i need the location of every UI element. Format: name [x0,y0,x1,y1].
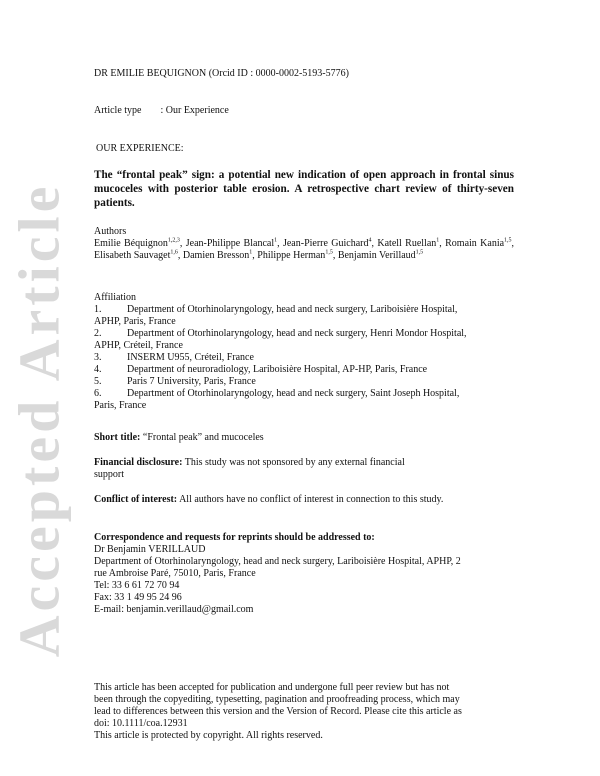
correspondence-address-line: Department of Otorhinolaryngology, head and neck surgery, Lariboisière Hospital, APHP, 2 [94,556,461,567]
affiliation-number: 5. [94,376,102,387]
author [445,238,511,249]
watermark-text: Accepted Article [6,182,72,658]
financial-disclosure-text: This study was not sponsored by any external financial [184,457,405,468]
correspondence-address-line: rue Ambroise Paré, 75010, Paris, France [94,568,256,579]
affiliation-item [94,352,514,364]
affiliation-text: Department of neuroradiology, Lariboisière Hospital, AP-HP, Paris, France [127,364,428,375]
author-name: Jean-Philippe Blancal [185,238,275,249]
author-affiliation-sup: 1,5 [325,249,333,256]
correspondence-heading: Correspondence and requests for reprints should be addressed to: [94,532,375,543]
notice-line: been through the copyediting, typesetting, pagination and proofreading process, which may [94,694,460,705]
author-affiliation-sup: 1 [436,237,440,244]
correspondence-email: E-mail: benjamin.verillaud@gmail.com [94,604,254,615]
short-title-value: “Frontal peak” and mucoceles [142,432,264,443]
correspondence-fax: Fax: 33 1 49 95 24 96 [94,592,182,603]
conflict-text: All authors have no conflict of interest in connection to this study. [179,494,444,505]
corresponding-author-line: DR EMILIE BEQUIGNON (Orcid ID : 0000-0002-5193-5776) [94,68,349,79]
affiliation-item [94,376,514,388]
article-type-label: Article type [94,105,142,116]
author [377,238,439,249]
author [186,238,277,249]
affiliation-item [94,388,514,412]
correspondence-tel: Tel: 33 6 61 72 70 94 [94,580,180,591]
affiliation-text: Paris 7 University, Paris, France [127,376,256,387]
correspondence-block [94,532,514,616]
author-name: Damien Bresson [182,250,250,261]
affiliation-list [94,304,514,412]
author-affiliation-sup: 4 [368,237,372,244]
author-name: Katell Ruellan [377,238,437,249]
affiliation-text: Department of Otorhinolaryngology, head and neck surgery, Saint Joseph Hospital, [127,388,460,399]
author [94,250,178,261]
financial-disclosure-text-cont: support [94,469,124,480]
financial-disclosure [94,457,514,481]
affiliation-item [94,364,514,376]
correspondence-name: Dr Benjamin VERILLAUD [94,544,206,555]
affiliation-heading: Affiliation [94,292,137,303]
affiliation-text: Department of Otorhinolaryngology, head and neck surgery, Henri Mondor Hospital, [127,328,467,339]
affiliation-number: 1. [94,304,102,315]
affiliation-number: 3. [94,352,102,363]
author-name: Philippe Herman [257,250,326,261]
notice-doi: doi: 10.1111/coa.12931 [94,718,188,729]
author-name: Emilie Béquignon [94,238,168,249]
author [257,250,333,261]
notice-line: This article has been accepted for publication and undergone full peer review but has not [94,682,450,693]
authors-list: Emilie Béquignon$^{1,2,3}$, Jean-Philippe Blancal$^1$, Jean-Pierre Guichard$^4$, Katell Ruellan$^1$, Romain Kania$^{1,5}$, Elisabeth Sauvaget$^{1,6}$, Damien Bresson$^1$, Philippe Herman$^{1,5}$, Benjamin Verillaud$^{1,5}$ [94,237,515,261]
short-title [94,432,514,444]
conflict-of-interest [94,494,514,506]
affiliation-number: 4. [94,364,102,375]
article-type [94,105,514,117]
affiliation-item [94,304,514,328]
author-name: Benjamin Verillaud [337,250,416,261]
affiliation-item [94,328,514,352]
authors-heading: Authors [94,226,127,237]
author-affiliation-sup: 1,5 [415,249,424,256]
author [183,250,252,261]
author-affiliation-sup: 1,6 [170,249,178,256]
affiliation-number: 2. [94,328,102,339]
author [283,238,372,249]
affiliation-text: Department of Otorhinolaryngology, head and neck surgery, Lariboisière Hospital, [127,304,458,315]
author-affiliation-sup: 1 [274,237,278,244]
affiliation-text-cont: APHP, Paris, France [94,316,176,327]
author-name: Romain Kania [445,238,505,249]
conflict-label: Conflict of interest: [94,494,178,505]
accepted-article-watermark [4,80,74,760]
author-affiliation-sup: 1,2,3 [167,237,180,244]
article-type-value: : Our Experience [160,105,229,116]
acceptance-notice [94,682,514,742]
affiliation-text-cont: APHP, Créteil, France [94,340,183,351]
author-name: Elisabeth Sauvaget [94,250,171,261]
affiliation-text-cont: Paris, France [94,400,147,411]
section-heading: OUR EXPERIENCE: [96,143,184,154]
notice-line: lead to differences between this version and the Version of Record. Please cite this article as [94,706,462,717]
short-title-label: Short title: [94,432,141,443]
financial-disclosure-label: Financial disclosure: [94,457,183,468]
author-name: Jean-Pierre Guichard [282,238,369,249]
copyright-notice: This article is protected by copyright. All rights reserved. [94,730,323,741]
author [94,238,180,249]
author-affiliation-sup: 1 [249,249,253,256]
affiliation-text: INSERM U955, Créteil, France [127,352,254,363]
author-affiliation-sup: 1,5 [504,237,512,244]
article-title: The “frontal peak” sign: a potential new indication of open approach in frontal sinus mucoceles with posterior table erosion. A retrospective chart review of thirty-seven patients. [94,169,514,209]
affiliation-number: 6. [94,388,102,399]
author [338,250,423,261]
